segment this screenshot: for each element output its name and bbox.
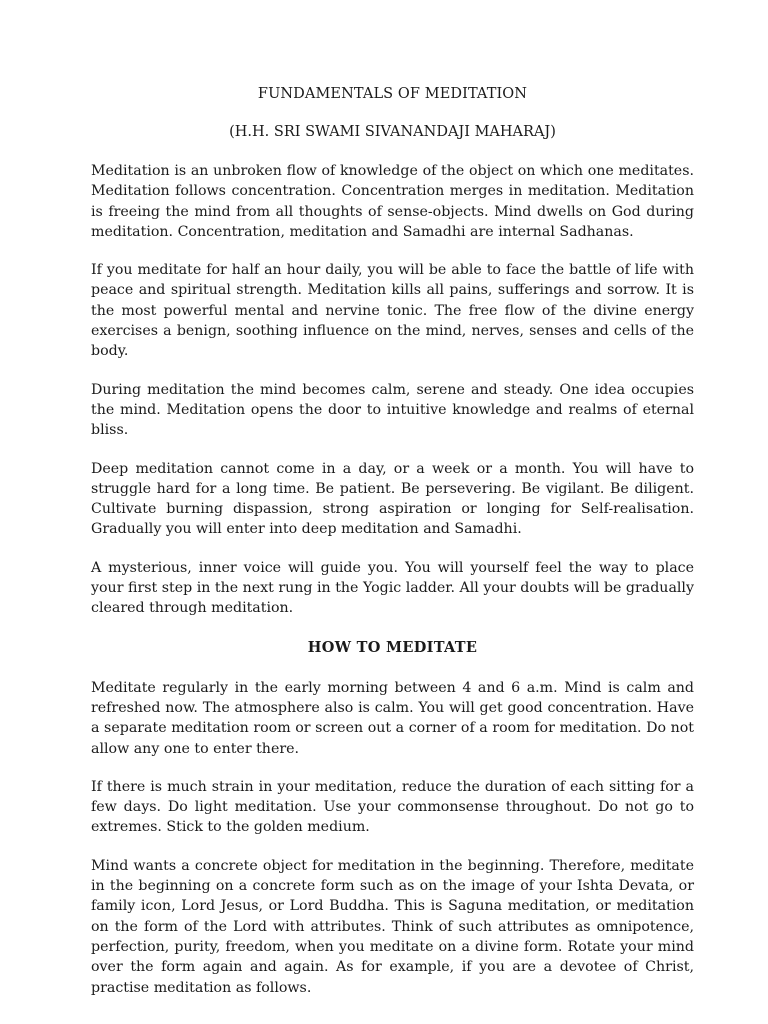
paragraph-section-1: Meditate regularly in the early morning between 4 and 6 a.m. Mind is calm and refreshed now. The atmosphere also is calm. You will get good concentration. Have a separate meditation room or screen out a corner of a room for meditation. Do not allow any one to enter there.: [91, 679, 694, 757]
paragraph-intro-1: Meditation is an unbroken flow of knowledge of the object on which one meditates. Meditation follows concentration. Concentration merges in meditation. Meditation is freeing the mind from all thoughts of sense-objects. Mind dwells on God during meditation. Concentration, meditation and Samadhi are internal Sadhanas.: [91, 163, 694, 240]
author-line: (H.H. SRI SWAMI SIVANANDAJI MAHARAJ): [229, 124, 556, 140]
paragraph-section-2: If there is much strain in your meditation, reduce the duration of each sitting for a few days. Do light meditation. Use your commonsense throughout. Do not go to extremes. Stick to the golden medium.: [91, 778, 694, 836]
paragraph-intro-5: A mysterious, inner voice will guide you. You will yourself feel the way to place your first step in the next rung in the Yogic ladder. All your doubts will be gradually cleared through meditation.: [91, 559, 694, 617]
paragraph-section-3: Mind wants a concrete object for meditation in the beginning. Therefore, meditate in the beginning on a concrete form such as on the image of your Ishta Devata, or family icon, Lord Jesus, or Lord Buddha. This is Saguna meditation, or meditation on the form of the Lord with attributes. Think of such attributes as omnipotence, perfection, purity, freedom, when you meditate on a divine form. Rotate your mind over the form again and again. As for example, if you are a devotee of Christ, practise meditation as follows.: [91, 857, 694, 996]
paragraph-intro-4: Deep meditation cannot come in a day, or a week or a month. You will have to struggle hard for a long time. Be patient. Be persevering. Be vigilant. Be diligent. Cultivate burning dispassion, strong aspiration or longing for Self-realisation. Gradually you will enter into deep meditation and Samadhi.: [91, 460, 694, 538]
paragraph-intro-3: During meditation the mind becomes calm, serene and steady. One idea occupies the mind. Meditation opens the door to intuitive knowledge and realms of eternal bliss.: [91, 381, 694, 439]
page-title: FUNDAMENTALS OF MEDITATION: [257, 86, 528, 102]
paragraph-intro-2: If you meditate for half an hour daily, you will be able to face the battle of life with peace and spiritual strength. Meditation kills all pains, sufferings and sorrow. It is the most powerful mental and nervine tonic. The free flow of the divine energy exercises a benign, soothing influence on the mind, nerves, senses and cells of the body.: [91, 262, 694, 360]
document-page: [91, 84, 694, 998]
section-heading: HOW TO MEDITATE: [307, 638, 478, 656]
